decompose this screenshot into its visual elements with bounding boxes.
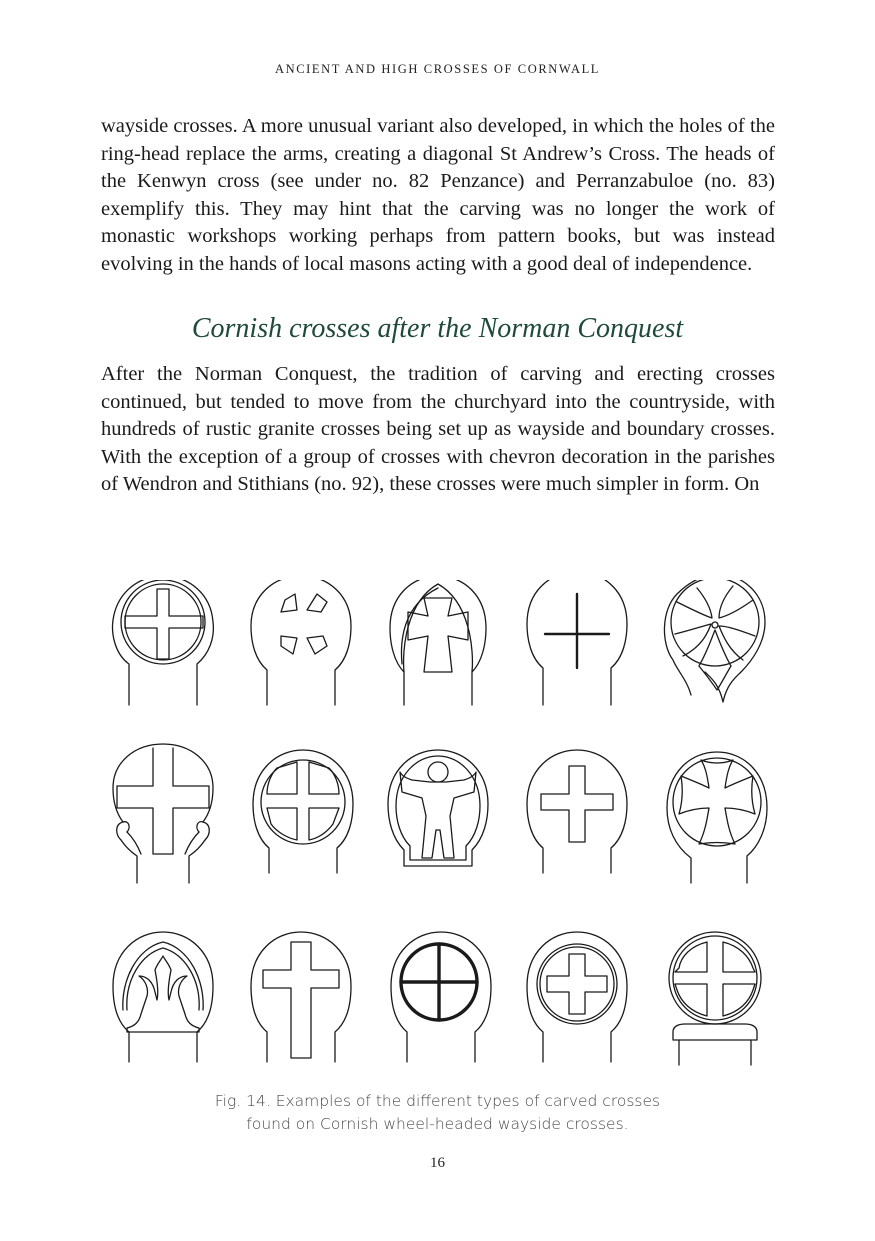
cross-head-6 xyxy=(113,744,213,883)
caption-line-1: Fig. 14. Examples of the different types of carved crosses xyxy=(214,1092,661,1110)
running-head: ANCIENT AND HIGH CROSSES OF CORNWALL xyxy=(274,62,601,76)
cross-head-11 xyxy=(113,932,213,1062)
figure-cross-heads xyxy=(95,580,785,1070)
body-paragraph-2: After the Norman Conquest, the tradition of carving and erecting crosses continued, but tended to move from the churchyard into the countryside, with hundreds of rustic granite crosses being set up as wayside and boundary crosses. With the exception of a group of crosses with chevron decoration in the parishes of Wendron and Stithians (no. 92), these crosses were much simpler in form. On xyxy=(101,363,775,496)
cross-head-5 xyxy=(664,580,765,702)
cross-head-13 xyxy=(391,932,491,1062)
cross-heads-illustration xyxy=(95,580,785,1070)
figure-caption xyxy=(0,1090,875,1136)
cross-head-10 xyxy=(667,752,767,883)
cross-head-8 xyxy=(388,750,488,866)
cross-head-12 xyxy=(251,932,351,1062)
body-paragraph-1: wayside crosses. A more unusual variant also developed, in which the holes of the ring-head replace the arms, creating a diagonal St Andrew’s Cross. The heads of the Kenwyn cross (see under no. 82 Penzance) and Perranzabuloe (no. 83) exemplify this. They may hint that the carving was no longer the work of monastic workshops working perhaps from pattern books, but was instead evolving in the hands of local masons acting with a good deal of independence. xyxy=(101,115,775,275)
cross-head-14 xyxy=(527,932,627,1062)
cross-head-15 xyxy=(669,932,761,1065)
cross-head-3 xyxy=(390,580,486,705)
cross-head-1 xyxy=(113,580,214,705)
page-number: 16 xyxy=(430,1155,445,1171)
caption-line-2: found on Cornish wheel-headed wayside crosses. xyxy=(246,1115,629,1133)
section-heading: Cornish crosses after the Norman Conquest xyxy=(191,313,684,344)
cross-head-7 xyxy=(253,750,353,873)
cross-head-9 xyxy=(527,750,627,873)
cross-head-2 xyxy=(251,580,351,705)
cross-head-4 xyxy=(527,580,627,705)
